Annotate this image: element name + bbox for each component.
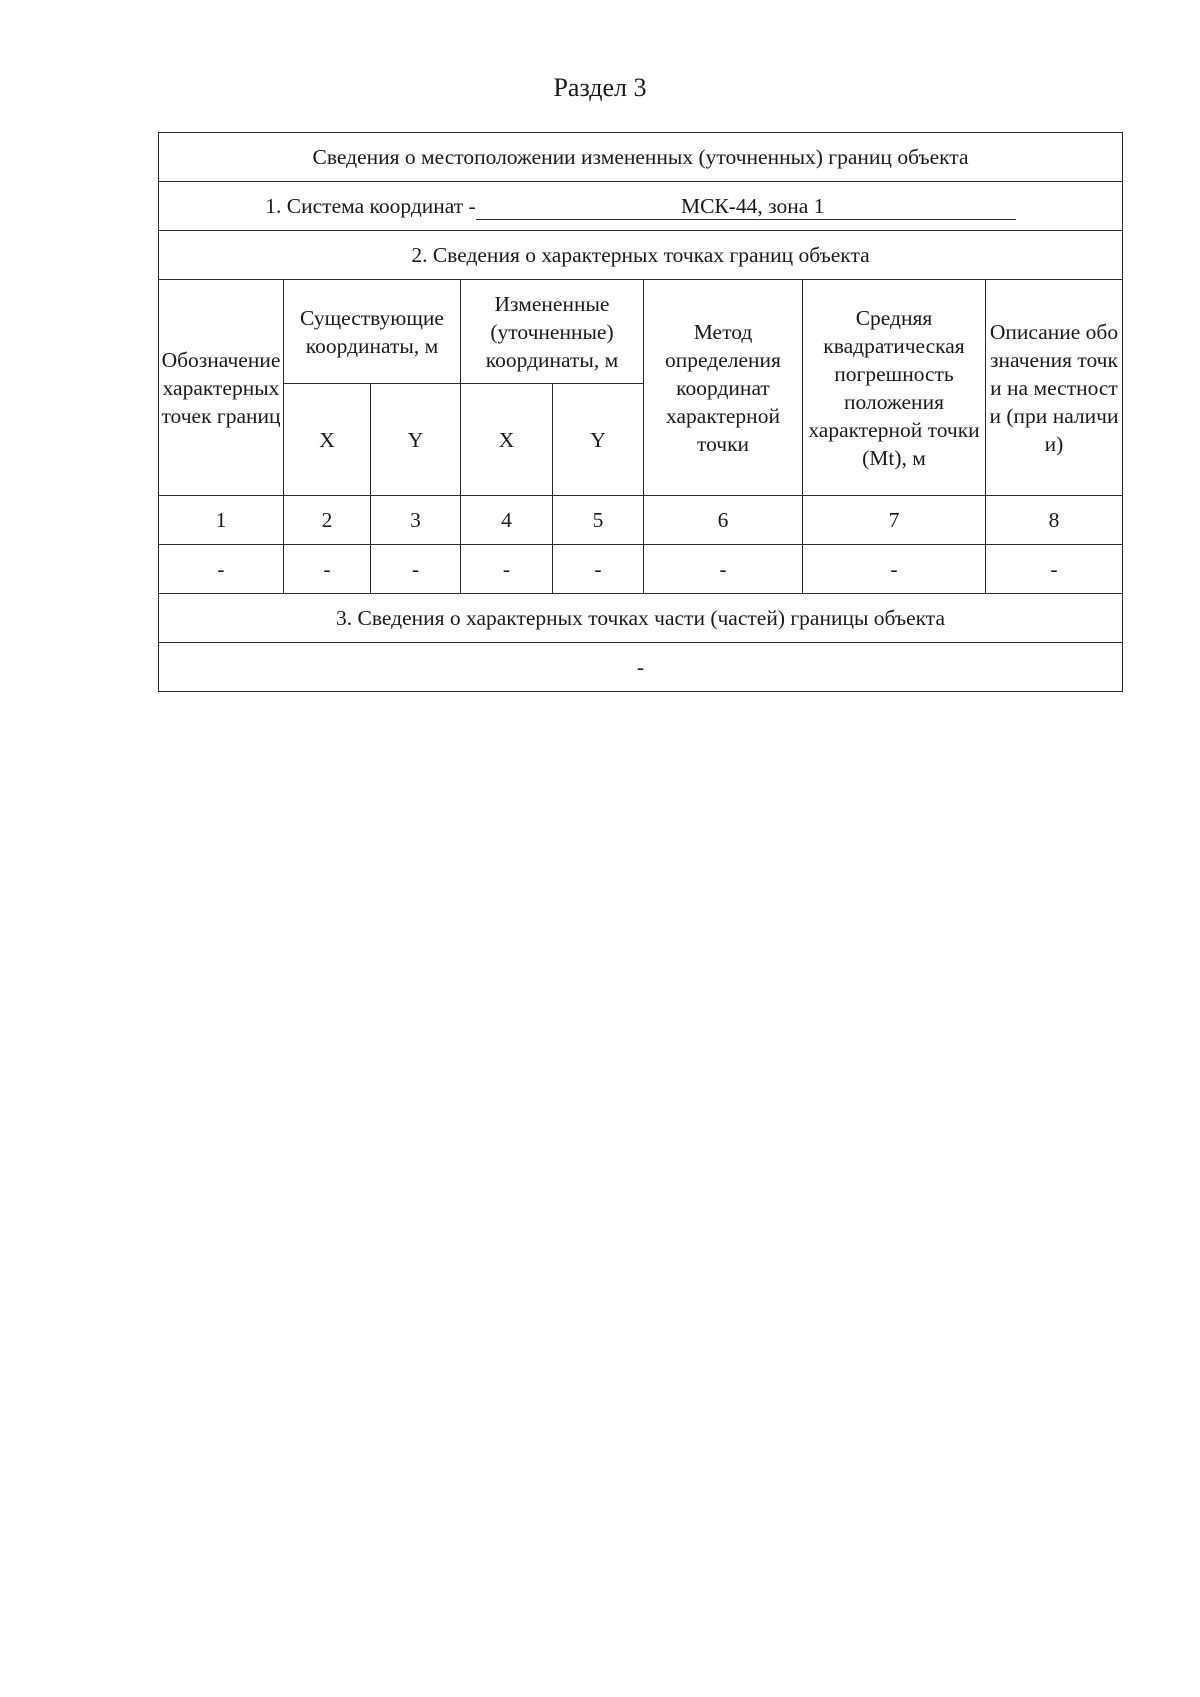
coord-system-label: 1. Система координат - [265, 194, 476, 218]
col-header-method: Метод определения координат характерной точки [644, 280, 803, 496]
subcol-existing-x: X [284, 384, 371, 496]
table-cell: - [803, 545, 986, 594]
column-number: 6 [644, 496, 803, 545]
table-cell: - [986, 545, 1123, 594]
table-cell: - [371, 545, 461, 594]
part-points-title: 3. Сведения о характерных точках части (частей) границы объекта [159, 594, 1123, 643]
subcol-existing-y: Y [371, 384, 461, 496]
boundary-info-table [158, 132, 1123, 692]
table-row [159, 545, 1123, 594]
table-cell: - [461, 545, 553, 594]
col-header-existing-coords: Существующие координаты, м [284, 280, 461, 384]
subcol-changed-y: Y [553, 384, 644, 496]
column-number: 4 [461, 496, 553, 545]
column-number: 5 [553, 496, 644, 545]
column-numbers-row [159, 496, 1123, 545]
column-number: 8 [986, 496, 1123, 545]
coord-system-row [159, 182, 1123, 231]
boundary-points-title: 2. Сведения о характерных точках границ объекта [159, 231, 1123, 280]
column-number: 2 [284, 496, 371, 545]
col-header-point-designation: Обозначение характерных точек границ [159, 280, 284, 496]
table-cell: - [553, 545, 644, 594]
column-number: 3 [371, 496, 461, 545]
section-title: Раздел 3 [553, 73, 647, 102]
part-points-value-row [159, 643, 1123, 692]
table-cell: - [159, 545, 284, 594]
col-header-mean-error: Средняя квадратическая погрешность положения характерной точки (Mt), м [803, 280, 986, 496]
subcol-changed-x: X [461, 384, 553, 496]
table-title-row [159, 133, 1123, 182]
column-number: 7 [803, 496, 986, 545]
table-cell: - [284, 545, 371, 594]
part-points-title-row [159, 594, 1123, 643]
col-header-description: Описание обозначения точки на местности (при наличии) [986, 280, 1123, 496]
boundary-points-title-row [159, 231, 1123, 280]
table-title: Сведения о местоположении измененных (уточненных) границ объекта [159, 133, 1123, 182]
column-number: 1 [159, 496, 284, 545]
part-points-value: - [159, 643, 1123, 692]
coord-system-field [476, 193, 1016, 220]
col-header-changed-coords: Измененные (уточненные) координаты, м [461, 280, 644, 384]
header-row-top [159, 280, 1123, 384]
table-cell: - [644, 545, 803, 594]
coord-system-value: МСК-44, зона 1 [680, 194, 825, 218]
